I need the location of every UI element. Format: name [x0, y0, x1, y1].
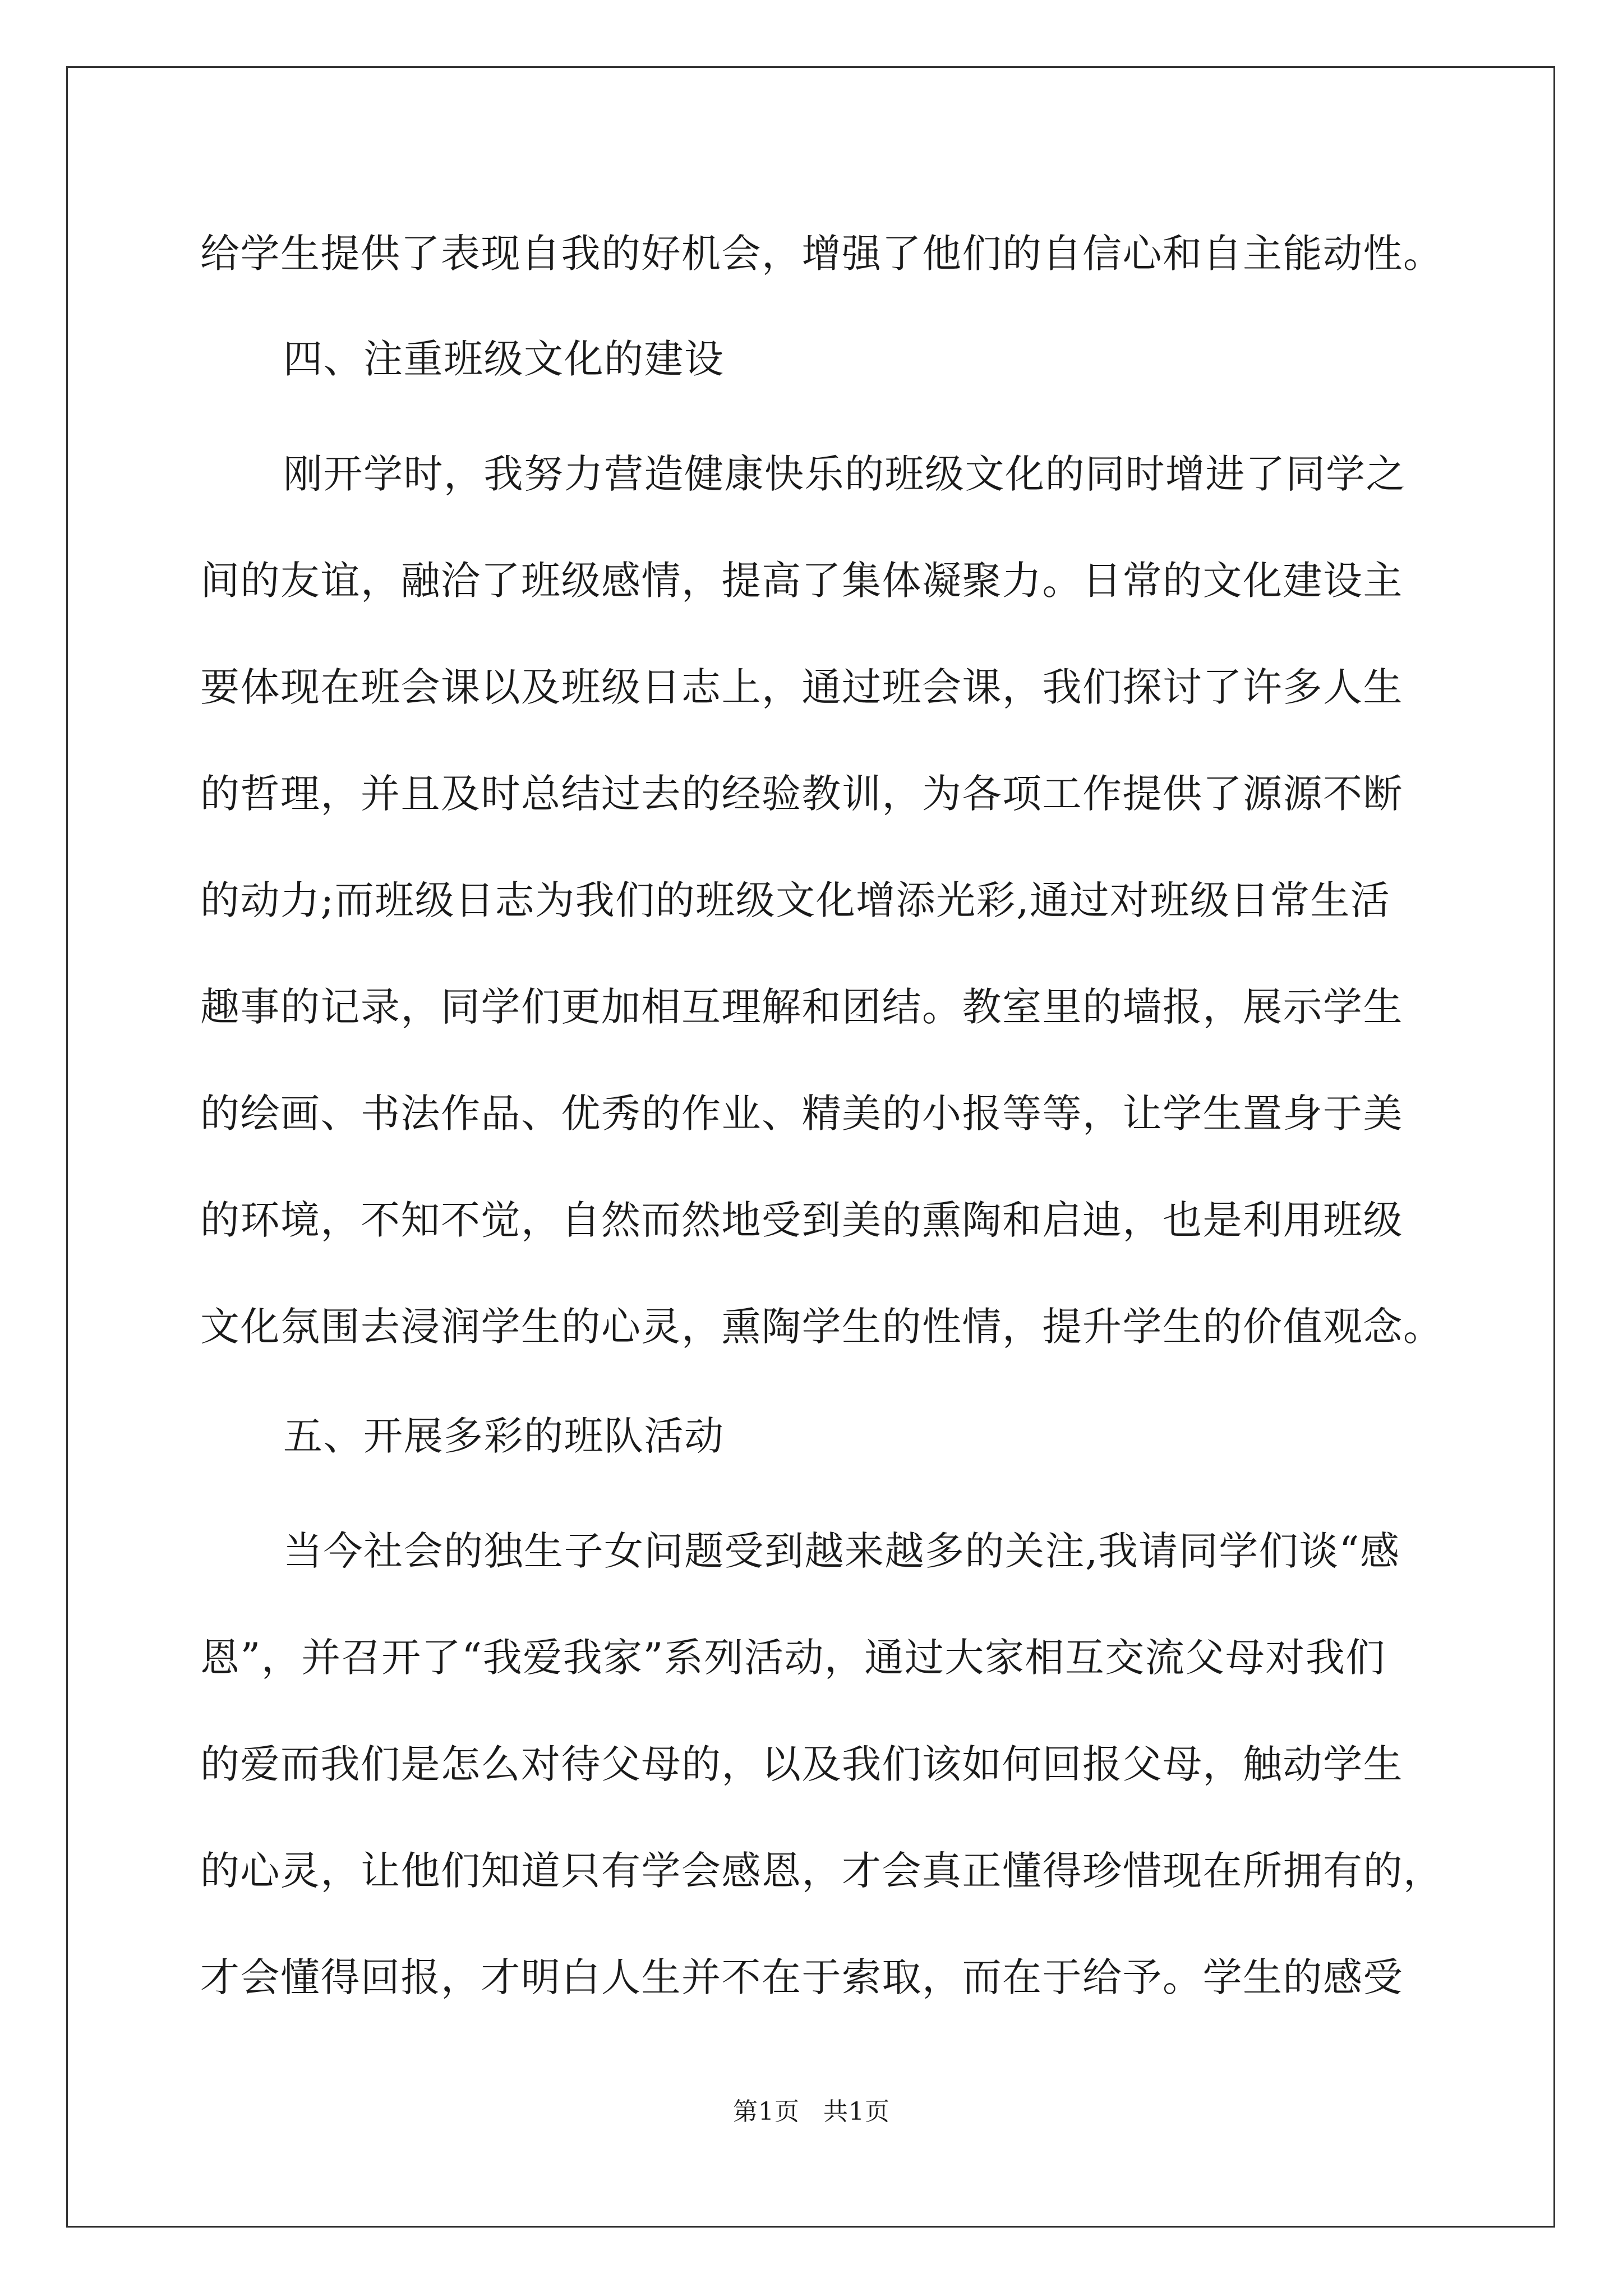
body-line: 的环境，不知不觉，自然而然地受到美的熏陶和启迪，也是利用班级 [200, 1197, 1403, 1243]
body-line: 的绘画、书法作品、优秀的作业、精美的小报等等，让学生置身于美 [200, 1091, 1403, 1137]
body-line: 刚开学时，我努力营造健康快乐的班级文化的同时增进了同学之 [283, 451, 1406, 497]
body-line: 的哲理，并且及时总结过去的经验教训，为各项工作提供了源源不断 [200, 771, 1403, 817]
body-line: 当今社会的独生子女问题受到越来越多的关注,我请同学们谈“感 [283, 1528, 1400, 1574]
body-line: 恩”，并召开了“我爱我家”系列活动，通过大家相互交流父母对我们 [200, 1635, 1386, 1681]
body-line: 文化氛围去浸润学生的心灵，熏陶学生的性情，提升学生的价值观念。 [200, 1304, 1444, 1350]
section-heading: 四、注重班级文化的建设 [283, 336, 725, 382]
section-heading: 五、开展多彩的班队活动 [283, 1413, 725, 1459]
body-line: 的心灵，让他们知道只有学会感恩，才会真正懂得珍惜现在所拥有的， [200, 1848, 1444, 1894]
body-line: 间的友谊，融洽了班级感情，提高了集体凝聚力。日常的文化建设主 [200, 558, 1403, 604]
body-line: 趣事的记录，同学们更加相互理解和团结。教室里的墙报，展示学生 [200, 984, 1403, 1030]
body-line: 给学生提供了表现自我的好机会，增强了他们的自信心和自主能动性。 [200, 231, 1444, 277]
body-line: 的爱而我们是怎么对待父母的，以及我们该如何回报父母，触动学生 [200, 1741, 1403, 1787]
body-line: 要体现在班会课以及班级日志上，通过班会课，我们探讨了许多人生 [200, 664, 1403, 710]
page-number: 第1页 [733, 2097, 800, 2126]
page-total: 共1页 [823, 2097, 890, 2126]
body-line: 的动力;而班级日志为我们的班级文化增添光彩,通过对班级日常生活 [200, 877, 1391, 923]
body-line: 才会懂得回报，才明白人生并不在于索取，而在于给予。学生的感受 [200, 1954, 1403, 2000]
page-footer [0, 2097, 1623, 2127]
page-border [66, 66, 1555, 2228]
